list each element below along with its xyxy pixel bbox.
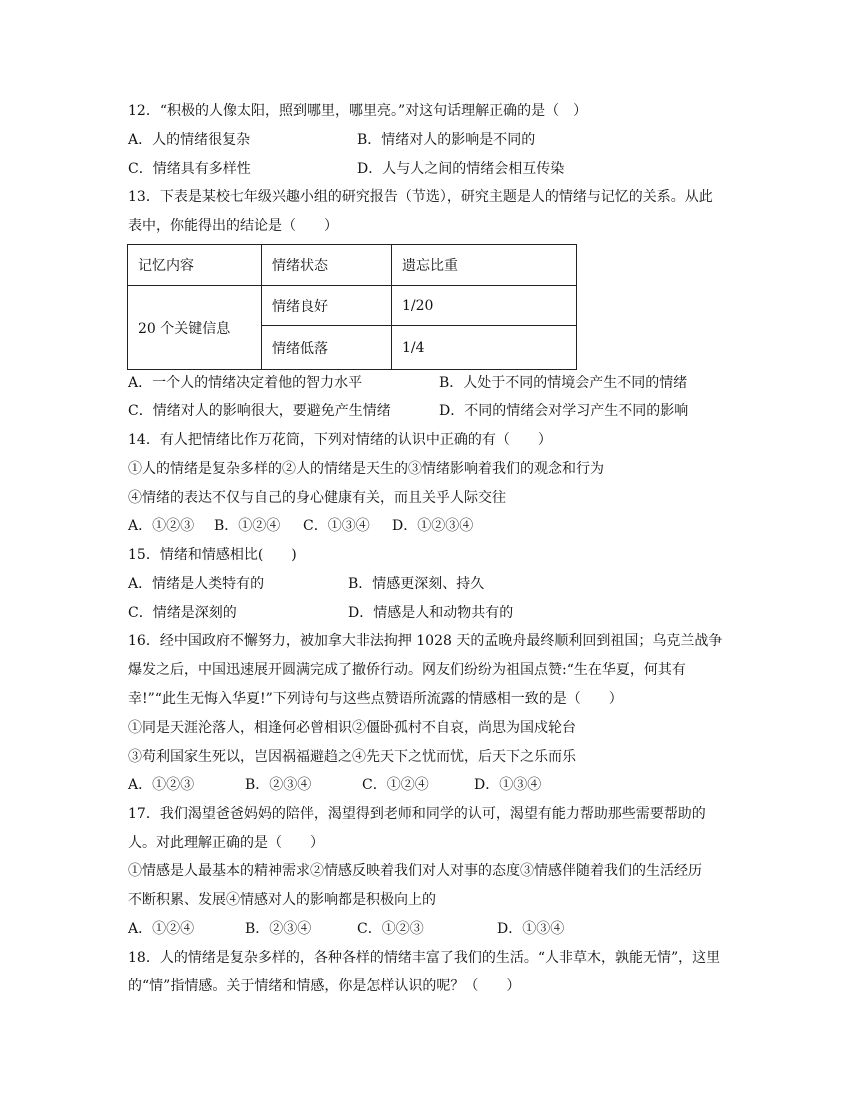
q13-stem-line2: 表中，你能得出的结论是（ ） — [128, 218, 338, 234]
q13-stem-line1: 13．下表是某校七年级兴趣小组的研究报告（节选），研究主题是人的情绪与记忆的关系。从此 — [128, 189, 713, 205]
q16-option-a: A．①②③ — [128, 777, 195, 793]
q12-option-b: B．情绪对人的影响是不同的 — [357, 132, 536, 148]
q17-option-b: B．②③④ — [245, 921, 312, 937]
q14-option-c: C．①③④ — [303, 518, 370, 534]
q18-stem-line2: 的“情”指情感。关于情绪和情感，你是怎样认识的呢？（ ） — [128, 978, 521, 994]
q17-option-d: D．①③④ — [497, 921, 565, 937]
q12-option-d: D．人与人之间的情绪会相互传染 — [357, 161, 565, 177]
q17-option-a: A．①②④ — [128, 921, 195, 937]
table-cell-state: 情绪良好 — [262, 286, 392, 326]
q15-option-b: B．情感更深刻、持久 — [348, 576, 485, 592]
q12-stem: 12．“积极的人像太阳，照到哪里，哪里亮。”对这句话理解正确的是（ ） — [128, 103, 588, 119]
table-cell-ratio: 1/20 — [392, 286, 577, 326]
q14-statements-line2: ④情绪的表达不仅与自己的身心健康有关，而且关乎人际交往 — [128, 490, 506, 506]
q13-option-a: A．一个人的情绪决定着他的智力水平 — [128, 375, 363, 391]
q13-option-c: C．情绪对人的影响很大，要避免产生情绪 — [128, 403, 391, 419]
table-header-cell: 遗忘比重 — [392, 245, 577, 286]
q15-stem: 15．情绪和情感相比( ) — [128, 547, 297, 563]
q15-option-c: C．情绪是深刻的 — [128, 605, 237, 621]
q17-statements-line2: 不断积累、发展④情感对人的影响都是积极向上的 — [128, 892, 436, 908]
table-cell-state: 情绪低落 — [262, 326, 392, 370]
table-cell-ratio: 1/4 — [392, 326, 577, 370]
q17-statements-line1: ①情感是人最基本的精神需求②情感反映着我们对人对事的态度③情感伴随着我们的生活经历 — [128, 863, 702, 879]
q16-stem-line1: 16．经中国政府不懈努力，被加拿大非法拘押 1028 天的孟晚舟最终顺利回到祖国；乌克兰战争 — [128, 633, 723, 649]
q16-stem-line3: 幸!”“此生无悔入华夏!”下列诗句与这些点赞语所流露的情感相一致的是（ ） — [128, 691, 623, 707]
q18-stem-line1: 18．人的情绪是复杂多样的，各种各样的情绪丰富了我们的生活。“人非草木，孰能无情”，这里 — [128, 950, 721, 966]
table-row — [128, 286, 577, 326]
table-header-cell: 记忆内容 — [128, 245, 262, 286]
q16-option-c: C．①②④ — [362, 777, 429, 793]
q13-option-d: D．不同的情绪会对学习产生不同的影响 — [439, 403, 689, 419]
q16-option-d: D．①③④ — [474, 777, 542, 793]
q15-option-d: D．情感是人和动物共有的 — [348, 605, 514, 621]
q14-option-d: D．①②③④ — [392, 518, 474, 534]
table-cell-content: 20 个关键信息 — [128, 286, 262, 370]
q17-stem-line1: 17．我们渴望爸爸妈妈的陪伴，渴望得到老师和同学的认可，渴望有能力帮助那些需要帮助的 — [128, 806, 706, 822]
q12-option-a: A．人的情绪很复杂 — [128, 132, 251, 148]
q12-option-c: C．情绪具有多样性 — [128, 161, 251, 177]
q17-stem-line2: 人。对此理解正确的是（ ） — [128, 835, 324, 851]
q17-option-c: C．①②③ — [357, 921, 424, 937]
q15-option-a: A．情绪是人类特有的 — [128, 576, 265, 592]
table-header-cell: 情绪状态 — [262, 245, 392, 286]
q13-option-b: B．人处于不同的情境会产生不同的情绪 — [439, 375, 688, 391]
q16-stem-line2: 爆发之后，中国迅速展开圆满完成了撤侨行动。网友们纷纷为祖国点赞:“生在华夏，何其有 — [128, 662, 686, 678]
q14-statements-line1: ①人的情绪是复杂多样的②人的情绪是天生的③情绪影响着我们的观念和行为 — [128, 461, 604, 477]
q16-option-b: B．②③④ — [245, 777, 312, 793]
q14-option-a: A．①②③ — [128, 518, 195, 534]
q16-statements-line2: ③苟利国家生死以，岂因祸福避趋之④先天下之忧而忧，后天下之乐而乐 — [128, 749, 576, 765]
q14-stem: 14．有人把情绪比作万花筒，下列对情绪的认识中正确的有（ ） — [128, 432, 552, 448]
q16-statements-line1: ①同是天涯沦落人，相逢何必曾相识②僵卧孤村不自哀，尚思为国戍轮台 — [128, 720, 576, 736]
q14-option-b: B．①②④ — [214, 518, 281, 534]
memory-table — [127, 244, 577, 370]
table-header-row — [128, 245, 577, 286]
